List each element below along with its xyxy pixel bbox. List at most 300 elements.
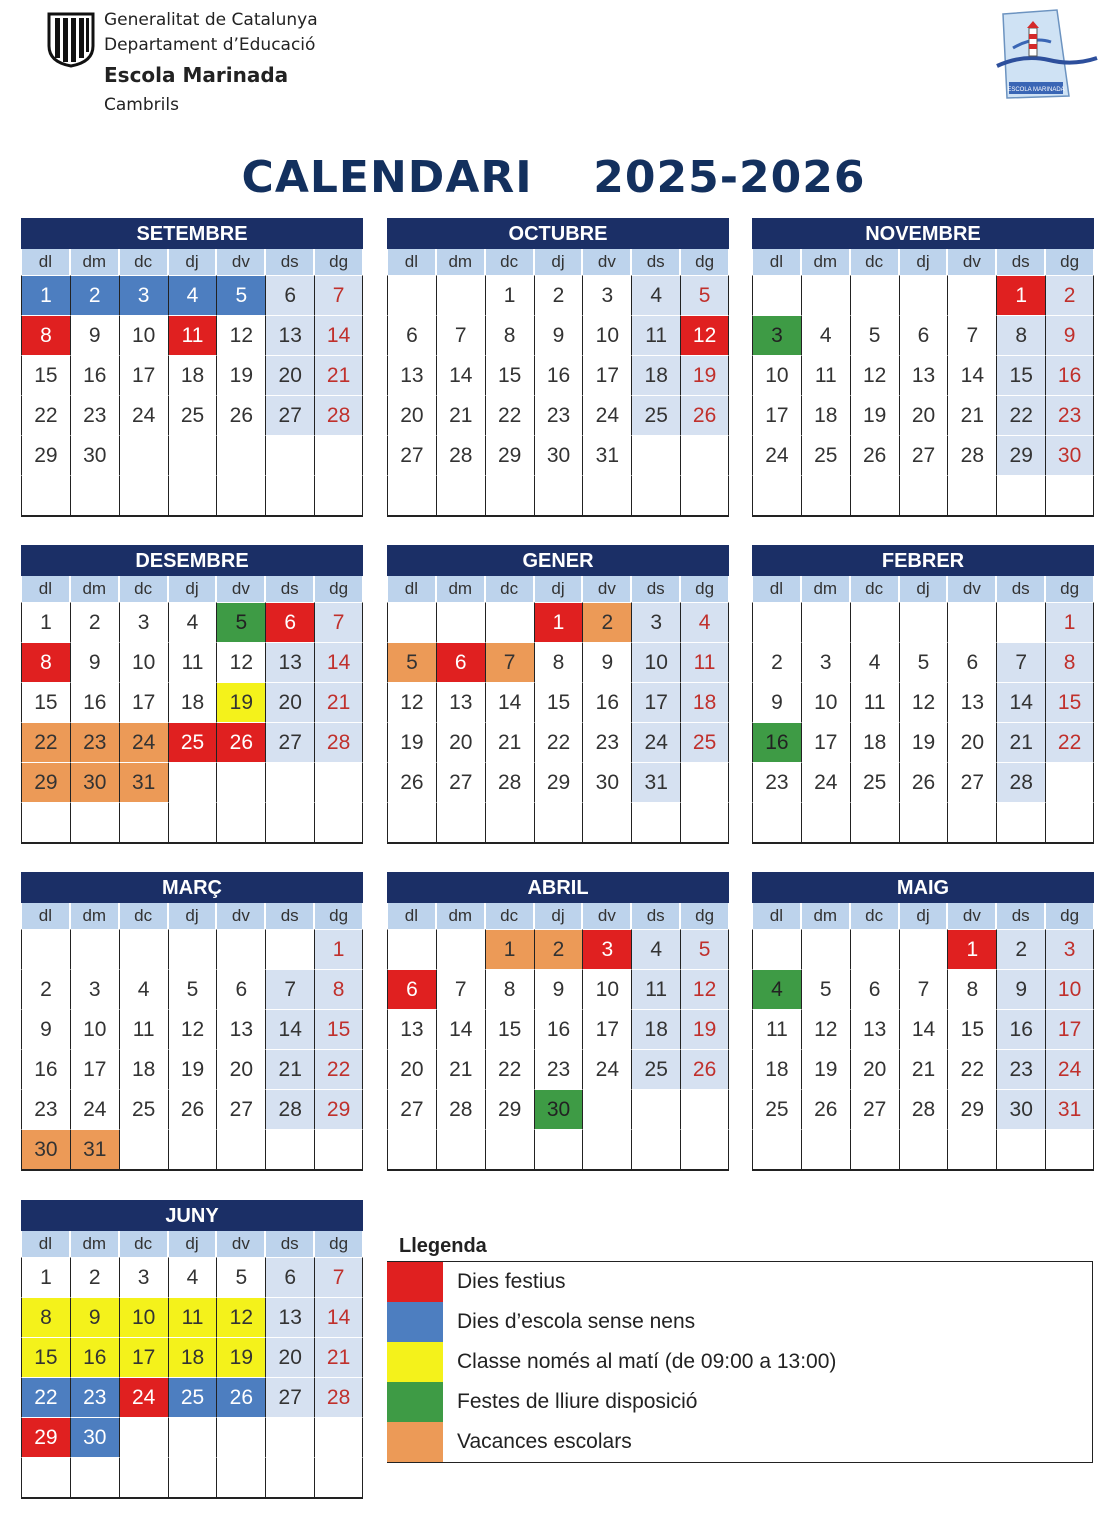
- day-cell: 6: [216, 969, 265, 1009]
- day-cell: 15: [534, 682, 583, 722]
- weekday-header: dg: [680, 903, 729, 929]
- empty-cell: [265, 1417, 314, 1457]
- empty-cell: [850, 1129, 899, 1169]
- day-cell: 8: [947, 969, 996, 1009]
- day-cell: 12: [680, 969, 729, 1009]
- empty-cell: [119, 929, 168, 969]
- empty-cell: [485, 475, 534, 515]
- day-cell: 3: [801, 642, 850, 682]
- empty-cell: [265, 1129, 314, 1169]
- weekday-header: dj: [534, 249, 583, 275]
- day-cell: 25: [631, 395, 680, 435]
- day-cell: 6: [899, 315, 948, 355]
- weekday-header: dc: [119, 903, 168, 929]
- day-cell: 1: [996, 275, 1045, 315]
- day-cell: 3: [70, 969, 119, 1009]
- day-cell: 19: [216, 1337, 265, 1377]
- day-cell: 1: [485, 929, 534, 969]
- empty-cell: [680, 435, 729, 475]
- day-cell: 26: [216, 395, 265, 435]
- day-cell: 27: [850, 1089, 899, 1129]
- day-cell: 16: [70, 355, 119, 395]
- weekday-header: dv: [582, 249, 631, 275]
- month-title: FEBRER: [752, 545, 1094, 576]
- day-cell: 24: [119, 395, 168, 435]
- weekday-header: dg: [1045, 576, 1094, 602]
- day-cell: 20: [216, 1049, 265, 1089]
- legend-item-mati: [387, 1342, 1092, 1382]
- empty-cell: [216, 1457, 265, 1497]
- day-cell: 18: [168, 1337, 217, 1377]
- day-cell: 30: [582, 762, 631, 802]
- day-cell: 4: [850, 642, 899, 682]
- weekday-header: dl: [387, 903, 436, 929]
- day-cell: 26: [216, 722, 265, 762]
- day-cell: 2: [534, 929, 583, 969]
- day-cell: 18: [168, 355, 217, 395]
- day-cell: 7: [899, 969, 948, 1009]
- weekday-header: dv: [216, 1231, 265, 1257]
- day-cell: 3: [582, 275, 631, 315]
- school-logo-caption: ESCOLA MARINADA: [1007, 87, 1065, 93]
- empty-cell: [314, 435, 363, 475]
- day-cell: 8: [485, 315, 534, 355]
- empty-cell: [21, 1457, 70, 1497]
- day-cell: 25: [631, 1049, 680, 1089]
- weekday-header: ds: [265, 903, 314, 929]
- day-cell: 1: [534, 602, 583, 642]
- day-cell: 29: [534, 762, 583, 802]
- weekday-header: dl: [21, 576, 70, 602]
- empty-cell: [314, 802, 363, 842]
- empty-cell: [21, 929, 70, 969]
- empty-cell: [168, 1129, 217, 1169]
- empty-cell: [1045, 475, 1094, 515]
- empty-cell: [70, 929, 119, 969]
- month-title: NOVEMBRE: [752, 218, 1094, 249]
- day-cell: 1: [314, 929, 363, 969]
- day-cell: 11: [168, 315, 217, 355]
- day-cell: 2: [996, 929, 1045, 969]
- day-cell: 24: [119, 722, 168, 762]
- day-cell: 3: [582, 929, 631, 969]
- day-cell: 1: [485, 275, 534, 315]
- empty-cell: [168, 435, 217, 475]
- day-cell: 19: [899, 722, 948, 762]
- weekday-header: dg: [314, 903, 363, 929]
- day-cell: 24: [119, 1377, 168, 1417]
- day-cell: 25: [168, 395, 217, 435]
- day-cell: 12: [801, 1009, 850, 1049]
- day-cell: 13: [899, 355, 948, 395]
- empty-cell: [631, 802, 680, 842]
- day-cell: 14: [265, 1009, 314, 1049]
- weekday-header: dl: [21, 903, 70, 929]
- day-cell: 10: [752, 355, 801, 395]
- day-cell: 7: [485, 642, 534, 682]
- empty-cell: [899, 929, 948, 969]
- day-cell: 10: [119, 1297, 168, 1337]
- empty-cell: [387, 275, 436, 315]
- day-cell: 14: [947, 355, 996, 395]
- day-cell: 18: [168, 682, 217, 722]
- day-cell: 6: [387, 315, 436, 355]
- day-cell: 5: [801, 969, 850, 1009]
- day-cell: 16: [752, 722, 801, 762]
- day-cell: 2: [70, 1257, 119, 1297]
- month-title: JUNY: [21, 1200, 363, 1231]
- empty-cell: [899, 802, 948, 842]
- weekday-header: ds: [265, 249, 314, 275]
- weekday-header: ds: [996, 249, 1045, 275]
- day-cell: 26: [680, 1049, 729, 1089]
- day-cell: 30: [1045, 435, 1094, 475]
- empty-cell: [899, 1129, 948, 1169]
- day-cell: 19: [168, 1049, 217, 1089]
- day-cell: 30: [70, 1417, 119, 1457]
- weekday-header: dj: [534, 903, 583, 929]
- day-cell: 9: [996, 969, 1045, 1009]
- day-cell: 30: [70, 435, 119, 475]
- day-cell: 9: [1045, 315, 1094, 355]
- day-cell: 17: [801, 722, 850, 762]
- weekday-header: dj: [168, 249, 217, 275]
- empty-cell: [216, 475, 265, 515]
- empty-cell: [119, 1129, 168, 1169]
- day-cell: 28: [899, 1089, 948, 1129]
- day-cell: 2: [1045, 275, 1094, 315]
- day-cell: 28: [314, 722, 363, 762]
- day-cell: 26: [680, 395, 729, 435]
- day-cell: 25: [850, 762, 899, 802]
- empty-cell: [850, 275, 899, 315]
- empty-cell: [265, 802, 314, 842]
- day-cell: 29: [996, 435, 1045, 475]
- day-cell: 30: [996, 1089, 1045, 1129]
- day-cell: 18: [119, 1049, 168, 1089]
- month-maig: [752, 872, 1094, 1171]
- weekday-header: dv: [582, 576, 631, 602]
- empty-cell: [850, 802, 899, 842]
- day-cell: 27: [436, 762, 485, 802]
- empty-cell: [70, 802, 119, 842]
- day-cell: 13: [387, 1009, 436, 1049]
- month-setembre: [21, 218, 363, 517]
- day-cell: 11: [119, 1009, 168, 1049]
- day-cell: 28: [314, 395, 363, 435]
- empty-cell: [582, 802, 631, 842]
- day-cell: 16: [582, 682, 631, 722]
- empty-cell: [534, 1129, 583, 1169]
- day-cell: 10: [1045, 969, 1094, 1009]
- weekday-header: dm: [436, 903, 485, 929]
- day-cell: 8: [534, 642, 583, 682]
- empty-cell: [996, 802, 1045, 842]
- empty-cell: [265, 475, 314, 515]
- empty-cell: [752, 929, 801, 969]
- day-cell: 3: [752, 315, 801, 355]
- empty-cell: [168, 475, 217, 515]
- empty-cell: [314, 1457, 363, 1497]
- weekday-header: dj: [899, 903, 948, 929]
- weekday-header: dc: [485, 903, 534, 929]
- empty-cell: [119, 1417, 168, 1457]
- empty-cell: [21, 802, 70, 842]
- empty-cell: [216, 929, 265, 969]
- day-cell: 15: [485, 1009, 534, 1049]
- weekday-header: ds: [265, 1231, 314, 1257]
- empty-cell: [680, 802, 729, 842]
- day-cell: 25: [168, 722, 217, 762]
- day-cell: 21: [314, 682, 363, 722]
- day-cell: 7: [436, 315, 485, 355]
- day-cell: 8: [485, 969, 534, 1009]
- day-cell: 13: [265, 1297, 314, 1337]
- empty-cell: [436, 602, 485, 642]
- day-cell: 22: [996, 395, 1045, 435]
- day-cell: 12: [387, 682, 436, 722]
- empty-cell: [899, 475, 948, 515]
- empty-cell: [21, 475, 70, 515]
- day-cell: 20: [947, 722, 996, 762]
- day-cell: 11: [168, 642, 217, 682]
- day-cell: 18: [801, 395, 850, 435]
- empty-cell: [850, 475, 899, 515]
- month-title: DESEMBRE: [21, 545, 363, 576]
- weekday-header: dl: [752, 576, 801, 602]
- weekday-header: ds: [631, 903, 680, 929]
- empty-cell: [582, 475, 631, 515]
- day-cell: 11: [850, 682, 899, 722]
- day-cell: 5: [850, 315, 899, 355]
- empty-cell: [387, 1129, 436, 1169]
- empty-cell: [216, 762, 265, 802]
- day-cell: 12: [899, 682, 948, 722]
- day-cell: 25: [168, 1377, 217, 1417]
- day-cell: 14: [314, 1297, 363, 1337]
- empty-cell: [752, 475, 801, 515]
- day-cell: 18: [631, 355, 680, 395]
- department-name: Departament d’Educació: [104, 35, 316, 55]
- empty-cell: [947, 475, 996, 515]
- weekday-header: dm: [70, 249, 119, 275]
- day-cell: 8: [314, 969, 363, 1009]
- day-cell: 1: [21, 602, 70, 642]
- legend-label: Vacances escolars: [457, 1430, 632, 1453]
- day-cell: 9: [534, 969, 583, 1009]
- month-octubre: [387, 218, 729, 517]
- day-cell: 4: [168, 275, 217, 315]
- empty-cell: [265, 762, 314, 802]
- day-cell: 23: [996, 1049, 1045, 1089]
- day-cell: 22: [21, 722, 70, 762]
- day-cell: 5: [168, 969, 217, 1009]
- day-cell: 21: [314, 355, 363, 395]
- day-cell: 25: [801, 435, 850, 475]
- empty-cell: [631, 1129, 680, 1169]
- day-cell: 14: [436, 1009, 485, 1049]
- day-cell: 2: [752, 642, 801, 682]
- day-cell: 8: [21, 315, 70, 355]
- government-name: Generalitat de Catalunya: [104, 10, 318, 30]
- day-cell: 15: [1045, 682, 1094, 722]
- empty-cell: [947, 1129, 996, 1169]
- day-cell: 28: [996, 762, 1045, 802]
- day-cell: 5: [216, 275, 265, 315]
- day-cell: 16: [70, 1337, 119, 1377]
- day-cell: 25: [119, 1089, 168, 1129]
- day-cell: 15: [947, 1009, 996, 1049]
- day-cell: 8: [21, 1297, 70, 1337]
- weekday-header: dc: [485, 249, 534, 275]
- day-cell: 3: [1045, 929, 1094, 969]
- day-cell: 13: [387, 355, 436, 395]
- weekday-header: dj: [168, 1231, 217, 1257]
- legend-item-vac: [387, 1422, 1092, 1462]
- empty-cell: [387, 602, 436, 642]
- empty-cell: [485, 1129, 534, 1169]
- page-title: CALENDARI 2025-2026: [241, 152, 866, 203]
- month-title: ABRIL: [387, 872, 729, 903]
- empty-cell: [1045, 762, 1094, 802]
- day-cell: 27: [387, 435, 436, 475]
- day-cell: 5: [216, 1257, 265, 1297]
- weekday-header: ds: [996, 576, 1045, 602]
- day-cell: 14: [314, 642, 363, 682]
- day-cell: 10: [801, 682, 850, 722]
- day-cell: 7: [265, 969, 314, 1009]
- day-cell: 19: [216, 355, 265, 395]
- day-cell: 2: [534, 275, 583, 315]
- day-cell: 1: [947, 929, 996, 969]
- day-cell: 13: [216, 1009, 265, 1049]
- day-cell: 9: [70, 315, 119, 355]
- day-cell: 20: [899, 395, 948, 435]
- weekday-header: dg: [314, 1231, 363, 1257]
- day-cell: 3: [119, 275, 168, 315]
- day-cell: 26: [899, 762, 948, 802]
- empty-cell: [801, 475, 850, 515]
- day-cell: 20: [387, 395, 436, 435]
- day-cell: 5: [899, 642, 948, 682]
- catalonia-government-logo-icon: [46, 10, 96, 68]
- empty-cell: [119, 1457, 168, 1497]
- day-cell: 10: [582, 969, 631, 1009]
- legend-label: Classe només al matí (de 09:00 a 13:00): [457, 1350, 837, 1373]
- day-cell: 11: [680, 642, 729, 682]
- day-cell: 29: [21, 1417, 70, 1457]
- day-cell: 31: [1045, 1089, 1094, 1129]
- weekday-header: dv: [947, 249, 996, 275]
- day-cell: 23: [70, 395, 119, 435]
- weekday-header: dv: [216, 249, 265, 275]
- legend-label: Dies festius: [457, 1270, 566, 1293]
- day-cell: 25: [680, 722, 729, 762]
- day-cell: 4: [680, 602, 729, 642]
- day-cell: 16: [534, 355, 583, 395]
- day-cell: 15: [996, 355, 1045, 395]
- month-title: SETEMBRE: [21, 218, 363, 249]
- empty-cell: [485, 802, 534, 842]
- weekday-header: dc: [119, 576, 168, 602]
- day-cell: 19: [850, 395, 899, 435]
- day-cell: 7: [947, 315, 996, 355]
- legend-title: Llegenda: [399, 1235, 487, 1257]
- day-cell: 6: [265, 602, 314, 642]
- empty-cell: [947, 602, 996, 642]
- empty-cell: [801, 602, 850, 642]
- weekday-header: dc: [850, 576, 899, 602]
- day-cell: 4: [168, 602, 217, 642]
- day-cell: 2: [70, 602, 119, 642]
- day-cell: 24: [582, 1049, 631, 1089]
- empty-cell: [265, 1457, 314, 1497]
- empty-cell: [631, 435, 680, 475]
- day-cell: 19: [680, 1009, 729, 1049]
- month-març: [21, 872, 363, 1171]
- weekday-header: dv: [216, 576, 265, 602]
- empty-cell: [387, 475, 436, 515]
- month-title: MARÇ: [21, 872, 363, 903]
- weekday-header: dg: [1045, 903, 1094, 929]
- day-cell: 31: [119, 762, 168, 802]
- legend-swatch: [387, 1382, 443, 1422]
- day-cell: 10: [582, 315, 631, 355]
- day-cell: 23: [21, 1089, 70, 1129]
- weekday-header: ds: [631, 249, 680, 275]
- legend-item-sense: [387, 1302, 1092, 1342]
- weekday-header: dc: [119, 1231, 168, 1257]
- legend-swatch: [387, 1422, 443, 1462]
- day-cell: 23: [534, 1049, 583, 1089]
- day-cell: 2: [582, 602, 631, 642]
- empty-cell: [485, 602, 534, 642]
- day-cell: 6: [947, 642, 996, 682]
- day-cell: 21: [314, 1337, 363, 1377]
- day-cell: 29: [21, 435, 70, 475]
- day-cell: 30: [21, 1129, 70, 1169]
- weekday-header: dg: [680, 249, 729, 275]
- day-cell: 16: [21, 1049, 70, 1089]
- day-cell: 27: [387, 1089, 436, 1129]
- day-cell: 4: [631, 275, 680, 315]
- empty-cell: [436, 1129, 485, 1169]
- day-cell: 4: [168, 1257, 217, 1297]
- day-cell: 23: [1045, 395, 1094, 435]
- legend-swatch: [387, 1342, 443, 1382]
- weekday-header: dl: [387, 249, 436, 275]
- empty-cell: [534, 475, 583, 515]
- empty-cell: [899, 275, 948, 315]
- weekday-header: dc: [119, 249, 168, 275]
- day-cell: 31: [631, 762, 680, 802]
- empty-cell: [265, 929, 314, 969]
- weekday-header: dl: [387, 576, 436, 602]
- day-cell: 24: [631, 722, 680, 762]
- empty-cell: [582, 1129, 631, 1169]
- empty-cell: [436, 802, 485, 842]
- day-cell: 20: [265, 682, 314, 722]
- empty-cell: [850, 602, 899, 642]
- empty-cell: [168, 1417, 217, 1457]
- empty-cell: [70, 1457, 119, 1497]
- day-cell: 18: [752, 1049, 801, 1089]
- day-cell: 27: [216, 1089, 265, 1129]
- legend-label: Festes de lliure disposició: [457, 1390, 698, 1413]
- day-cell: 23: [70, 1377, 119, 1417]
- empty-cell: [119, 475, 168, 515]
- empty-cell: [680, 475, 729, 515]
